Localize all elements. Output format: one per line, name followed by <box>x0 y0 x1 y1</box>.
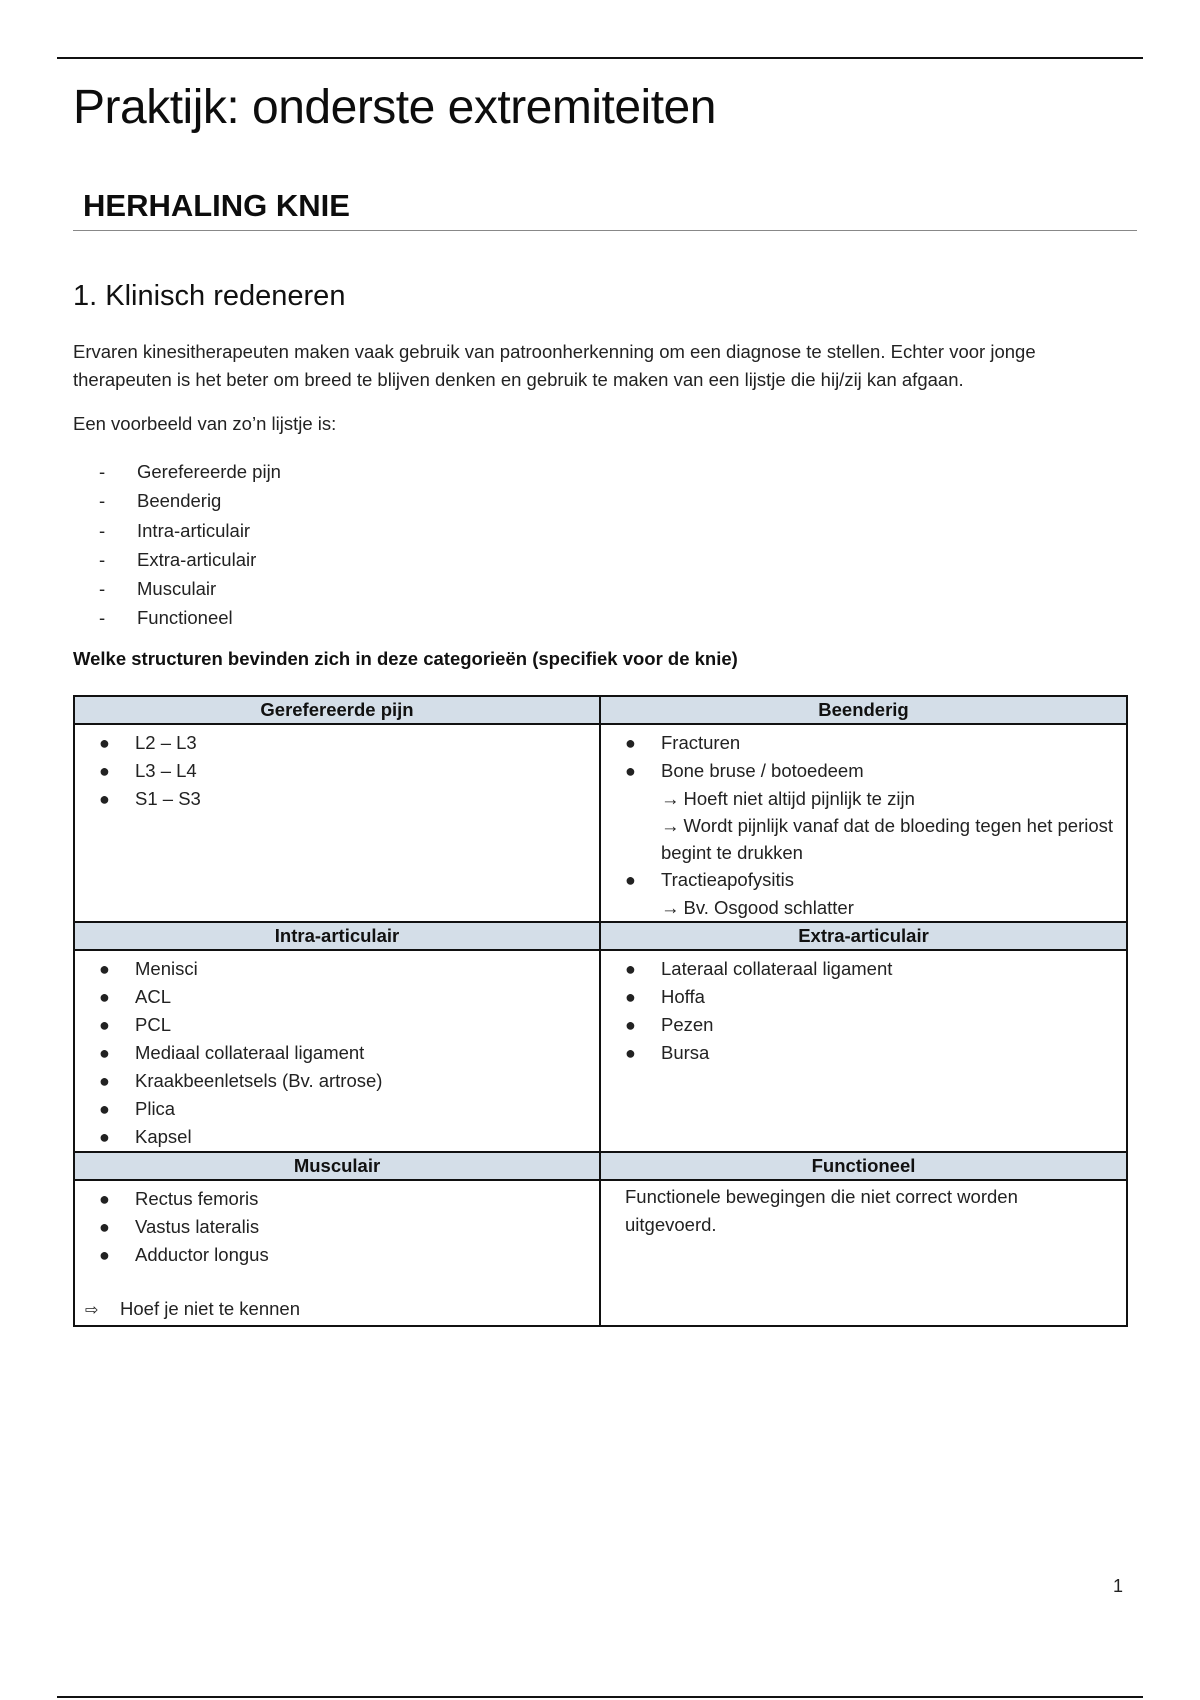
hollow-arrow-icon: ⇨ <box>85 1302 99 1319</box>
table-list-item: ● Bursa <box>625 1042 710 1063</box>
cell-musculair <box>74 1180 600 1326</box>
header-functioneel: Functioneel <box>600 1152 1127 1180</box>
category-list <box>73 457 281 633</box>
table-list-item: ● S1 – S3 <box>99 788 201 809</box>
page-title: Praktijk: onderste extremiteiten <box>73 81 716 134</box>
cell-gerefereerde <box>74 724 600 922</box>
cell-functioneel <box>600 1180 1127 1326</box>
list-item: - Musculair <box>99 578 217 600</box>
list-item: - Beenderig <box>99 490 222 512</box>
list-item: - Gerefereerde pijn <box>99 461 281 482</box>
table-list-item: ● Bone bruse / botoedeem → Hoeft niet altijd pijnlijk te zijn → Wordt pijnlijk vanaf dat de bloeding tegen het periost begint te drukken <box>601 757 1126 866</box>
intro-paragraph: Ervaren kinesitherapeuten maken vaak gebruik van patroonherkenning om een diagnose te stellen. Echter voor jonge therapeuten is het beter om breed te blijven denken en gebruik te maken van een lijstje die hij/zij kan afgaan. <box>73 341 1036 390</box>
cell-extra <box>600 950 1127 1152</box>
section-heading-text: HERHALING KNIE <box>83 188 350 223</box>
table-list-item: ● Vastus lateralis <box>99 1216 260 1237</box>
page-number: 1 <box>1113 1576 1124 1596</box>
header-beenderig: Beenderig <box>600 696 1127 724</box>
table-list-item: ● Tractieapofysitis → Bv. Osgood schlatter <box>601 866 1126 921</box>
table-list-item: ● L2 – L3 <box>99 732 197 753</box>
list-item: - Extra-articulair <box>99 548 257 570</box>
list-item: - Functioneel <box>99 607 233 629</box>
table-list-item: ● Lateraal collateraal ligament <box>625 958 893 979</box>
table-list-item: ● PCL <box>99 1014 171 1035</box>
table-list-item: ● L3 – L4 <box>99 760 197 781</box>
functioneel-text: Functionele bewegingen die niet correct worden uitgevoerd. <box>625 1186 1018 1235</box>
arrow-right-icon: → <box>661 788 680 809</box>
table-list-item: ● Menisci <box>99 958 198 979</box>
table-list-item: ● Fracturen <box>625 732 741 753</box>
table-list-item: ● Hoffa <box>625 986 705 1007</box>
hint-line: ⇨ Hoef je niet te kennen <box>75 1295 599 1325</box>
note-line: → Bv. Osgood schlatter <box>661 897 854 918</box>
arrow-right-icon: → <box>661 815 680 836</box>
bottom-rule <box>57 1696 1143 1698</box>
table-list-item: ● Kraakbeenletsels (Bv. artrose) <box>99 1070 383 1091</box>
list-lead: Een voorbeeld van zo’n lijstje is: <box>73 413 337 434</box>
top-rule <box>57 57 1143 59</box>
header-intra: Intra-articulair <box>74 922 600 950</box>
table-list-item: ● ACL <box>99 986 171 1007</box>
arrow-right-icon: → <box>661 897 680 918</box>
note-line: → Hoeft niet altijd pijnlijk te zijn <box>661 788 915 809</box>
table-list-item: ● Rectus femoris <box>99 1188 259 1209</box>
list-item: - Intra-articulair <box>99 519 251 541</box>
table-list-item: ● Pezen <box>625 1014 714 1035</box>
section-heading <box>73 188 1137 231</box>
cell-intra <box>74 950 600 1152</box>
header-musculair: Musculair <box>74 1152 600 1180</box>
header-gerefereerde: Gerefereerde pijn <box>74 696 600 724</box>
subheading: 1. Klinisch redeneren <box>73 280 346 312</box>
header-extra: Extra-articulair <box>600 922 1127 950</box>
cell-beenderig <box>600 724 1127 922</box>
table-list-item: ● Mediaal collateraal ligament <box>99 1042 365 1063</box>
table-question: Welke structuren bevinden zich in deze categorieën (specifiek voor de knie) <box>73 648 738 669</box>
note-line: → Wordt pijnlijk vanaf dat de bloeding tegen het periost begint te drukken <box>661 815 1114 863</box>
table-list-item: ● Kapsel <box>99 1126 192 1147</box>
table-list-item: ● Plica <box>99 1098 176 1119</box>
structures-table <box>73 695 1128 1327</box>
table-list-item: ● Adductor longus <box>99 1244 269 1265</box>
